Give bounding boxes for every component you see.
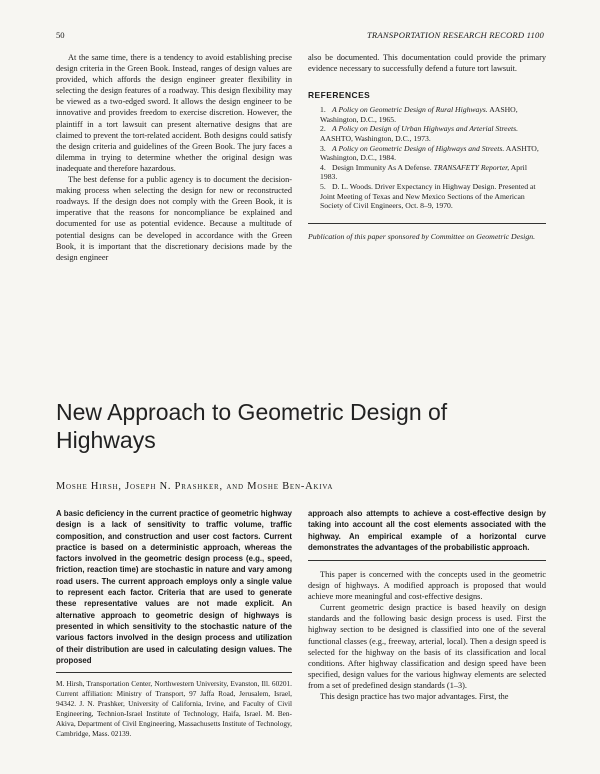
sponsorship-note: Publication of this paper sponsored by Committee on Geometric Design.: [308, 223, 546, 242]
body-paragraph: This design practice has two major advantages. First, the: [320, 692, 509, 702]
reference-item: 1. A Policy on Geometric Design of Rural Highways. AASHO, Washington, D.C., 1965.: [320, 105, 518, 124]
body-paragraph: At the same time, there is a tendency to avoid establishing precise design criteria in the Green Book. Instead, ranges of design values are provided, which affords the design engineer greater flexibility in selecting the design features of a roadway. This design flexibility may be viewed as a two-edged sword. It allows the design engineer to be innovative and provides freedom to exercise discretion. However, the plaintiff in a tort lawsuit can present alternative designs that are claimed to prevent the tort-related accident. Both designs could satisfy the design criteria and guidelines of the Green Book. The jury faces a dilemma in trying to determine whether the original design was inadequate and therefore hazardous.: [56, 53, 292, 173]
body-paragraph-continuation: also be documented. This documentation could provide the primary evidence necessary to successfully defend a future tort lawsuit.: [308, 53, 546, 74]
references-list: [308, 105, 546, 211]
previous-article-right-column: [308, 52, 546, 242]
body-paragraph: The best defense for a public agency is to document the decision-making process when selecting the design for new or reconstructed roadways. If the design does not comply with the Green Book, it is imperative that the reasons for noncompliance be explained and documented for use as potential evidence. Because a multitude of potential designs can be developed in accordance with the Green Book, it is important that the discretionary decisions made by the design engineer: [56, 175, 292, 262]
previous-article-left-column: [56, 52, 292, 263]
references-heading: REFERENCES: [308, 90, 371, 101]
article-authors: Moshe Hirsh, Joseph N. Prashker, and Moshe Ben-Akiva: [56, 481, 334, 492]
page-number: 50: [56, 30, 65, 40]
reference-item: 4. Design Immunity As A Defense. TRANSAFETY Reporter, April 1983.: [320, 162, 527, 182]
reference-item: 2. A Policy on Design of Urban Highways and Arterial Streets. AASHTO, Washington, D.C., 1973.: [320, 124, 519, 144]
body-paragraph: This paper is concerned with the concepts used in the geometric design of highways. A modified approach is proposed that would achieve more meaningful and cost-effective designs.: [308, 570, 546, 602]
article-title: New Approach to Geometric Design of Highways: [56, 399, 448, 453]
body-paragraph: Current geometric design practice is based heavily on design standards and the following basic design process is used. First the highway section to be designed is classified into one of the several functional classes (e.g., freeway, arterial, local). Then a design speed is selected for the highway on the basis of its classification and local conditions. After highway classification and design speed have been specified, design values for the various highway elements are selected from a set of predefined design standards (1–3).: [308, 603, 546, 690]
reference-item: 3. A Policy on Geometric Design of Highways and Streets. AASHTO, Washington, D.C., 1984.: [320, 143, 539, 163]
author-affiliation-footnote: M. Hirsh, Transportation Center, Northwestern University, Evanston, Ill. 60201. Current affiliation: Ministry of Transport, 97 Jaffa Road, Jerusalem, Israel, 94342. J. N. Prashker, University of California, Irvine, and Faculty of Civil Engineering, Technion-Israel Institute of Technology, Haifa, Israel. M. Ben-Akiva, Department of Civil Engineering, Massachusetts Institute of Technology, Cambridge, Mass. 02139.: [56, 672, 292, 740]
abstract-left: A basic deficiency in the current practice of geometric highway design is a lack of sensitivity to traffic volume, traffic composition, and construction and user cost factors. Current practice is based on a deterministic approach, whereas the factors involved in the geometric design process (e.g., speed, friction, reaction time) are stochastic in nature and vary among road users. The current approach employs only a single value to represent each factor. Criteria that are used to generate these representative values are not made explicit. An alternative approach to geometric design of highways is presented in which sensitivity to the stochastic nature of the various factors involved in the design process and utilization of their distribution are used in calculating design values. The proposed: [56, 509, 292, 665]
introduction-column: [308, 560, 546, 702]
journal-running-head: TRANSPORTATION RESEARCH RECORD 1100: [366, 30, 544, 40]
reference-item: 5. D. L. Woods. Driver Expectancy in Highway Design. Presented at Joint Meeting of Texas and New Mexico Sections of the American Society of Civil Engineers, Oct. 8–9, 1970.: [320, 182, 536, 211]
abstract-right: approach also attempts to achieve a cost-effective design by taking into account all the cost elements associated with the highway. An empirical example of a horizontal curve demonstrates the advantages of the probabilistic approach.: [308, 509, 546, 552]
